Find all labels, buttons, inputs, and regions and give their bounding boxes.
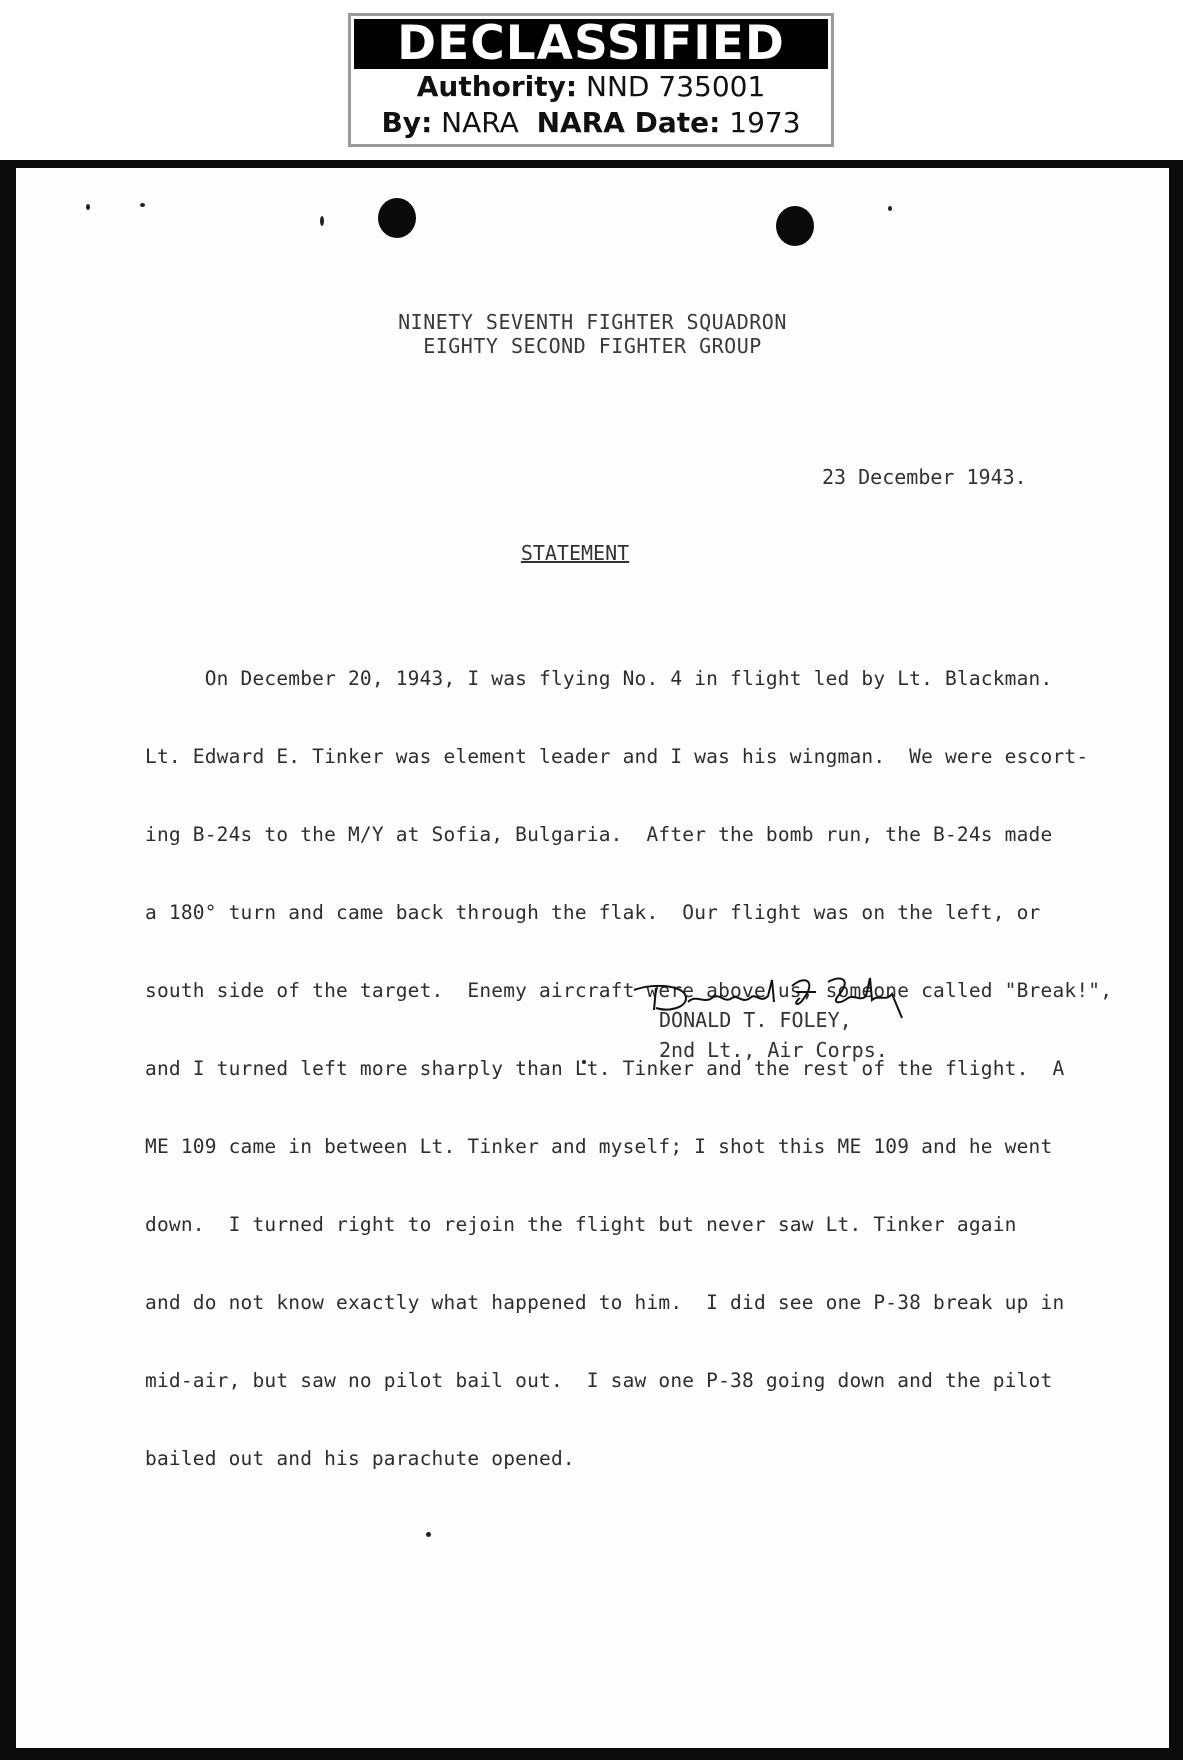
body-line: On December 20, 1943, I was flying No. 4 in flight led by Lt. Blackman.: [145, 667, 1053, 690]
body-line: bailed out and his parachute opened.: [145, 1447, 575, 1470]
signer-name: DONALD T. FOLEY,: [659, 1008, 852, 1032]
body-line: south side of the target. Enemy aircraft were above us, someone called "Break!",: [145, 979, 1113, 1002]
stamp-date-value: 1973: [729, 106, 801, 139]
stamp-authority-value: NND 735001: [586, 70, 766, 103]
stamp-by-label: By:: [381, 106, 433, 139]
scan-speck: [140, 203, 145, 207]
unit-heading-line-2: EIGHTY SECOND FIGHTER GROUP: [423, 334, 762, 358]
stamp-authority-label: Authority:: [416, 70, 578, 103]
stamp-authority-line: [351, 69, 831, 105]
scan-speck: [320, 216, 324, 226]
body-line: down. I turned right to rejoin the flight but never saw Lt. Tinker again: [145, 1213, 1017, 1236]
document-date: 23 December 1943.: [822, 465, 1027, 489]
document-title: STATEMENT: [520, 541, 630, 565]
punch-hole-right: [776, 206, 814, 246]
body-line: and I turned left more sharply than Lt. Tinker and the rest of the flight. A: [145, 1057, 1065, 1080]
body-line: Lt. Edward E. Tinker was element leader and I was his wingman. We were escort-: [145, 745, 1089, 768]
body-line: mid-air, but saw no pilot bail out. I saw one P-38 going down and the pilot: [145, 1369, 1053, 1392]
declassification-stamp: [348, 13, 834, 147]
body-line: ME 109 came in between Lt. Tinker and myself; I shot this ME 109 and he went: [145, 1135, 1053, 1158]
unit-heading-line-1: NINETY SEVENTH FIGHTER SQUADRON: [398, 310, 787, 334]
stamp-by-value: NARA: [441, 106, 519, 139]
stamp-by-line: [351, 105, 831, 141]
signer-rank: 2nd Lt., Air Corps.: [659, 1038, 888, 1062]
stamp-date-label: NARA Date:: [536, 106, 721, 139]
scan-speck: [888, 206, 892, 211]
body-line: a 180° turn and came back through the flak. Our flight was on the left, or: [145, 901, 1041, 924]
scan-speck: [86, 204, 90, 210]
punch-hole-left: [378, 198, 416, 238]
document-paper: [16, 168, 1169, 1748]
scan-speck: [426, 1532, 431, 1537]
statement-body: [145, 614, 1113, 1524]
body-line: and do not know exactly what happened to him. I did see one P-38 break up in: [145, 1291, 1065, 1314]
stamp-heading: DECLASSIFIED: [354, 19, 828, 69]
scanned-page-background: [0, 160, 1183, 1760]
body-line: ing B-24s to the M/Y at Sofia, Bulgaria. After the bomb run, the B-24s made: [145, 823, 1053, 846]
